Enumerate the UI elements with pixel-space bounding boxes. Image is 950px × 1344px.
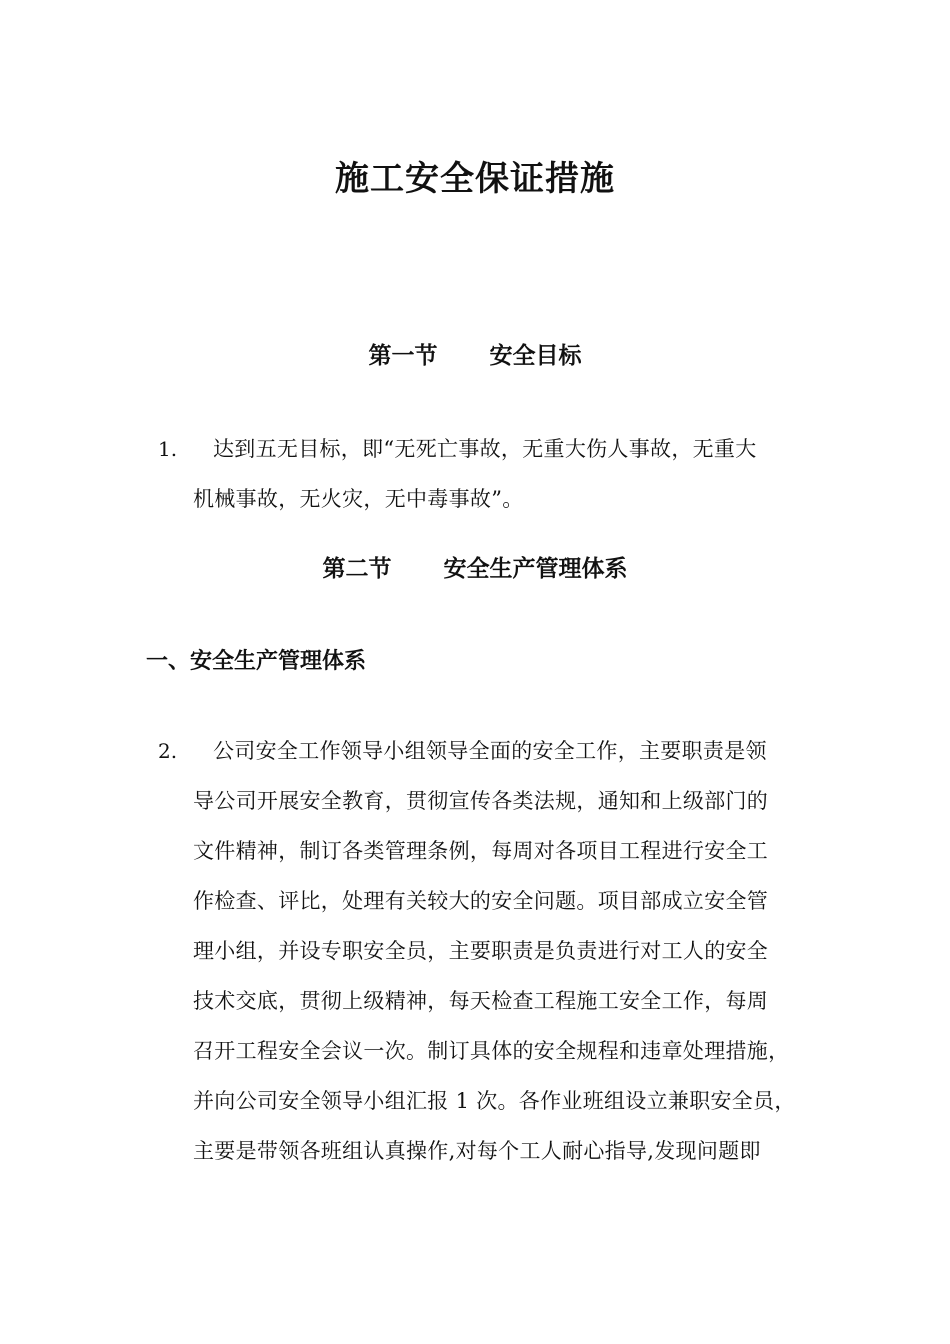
document-title: 施工安全保证措施 <box>335 159 615 199</box>
section-title: 安全目标 <box>489 342 582 369</box>
text-line: 达到五无目标，即“无死亡事故，无重大伤人事故，无重大 <box>213 437 757 461</box>
text-line: 导公司开展安全教育，贯彻宣传各类法规，通知和上级部门的 <box>193 789 769 813</box>
text-line: 文件精神，制订各类管理条例，每周对各项目工程进行安全工 <box>193 839 769 863</box>
section-heading-1 <box>0 339 950 373</box>
text-line: 机械事故，无火灾，无中毒事故”。 <box>193 487 524 511</box>
section-title: 安全生产管理体系 <box>443 555 628 582</box>
item-number: 2. <box>158 739 178 763</box>
section-number: 第一节 <box>368 342 438 369</box>
item-text <box>193 726 821 1176</box>
text-line: 作检查、评比，处理有关较大的安全问题。项目部成立安全管 <box>193 889 769 913</box>
text-line: 召开工程安全会议一次。制订具体的安全规程和违章处理措施， <box>193 1039 790 1063</box>
item-number: 1. <box>158 437 178 461</box>
text-line: 主要是带领各班组认真操作,对每个工人耐心指导,发现问题即 <box>193 1139 761 1163</box>
text-line: 并向公司安全领导小组汇报 1 次。各作业班组设立兼职安全员， <box>193 1089 796 1113</box>
text-line: 技术交底，贯彻上级精神，每天检查工程施工安全工作，每周 <box>193 989 769 1013</box>
section-number: 第二节 <box>322 555 392 582</box>
text-line: 理小组，并设专职安全员，主要职责是负责进行对工人的安全 <box>193 939 769 963</box>
section-heading-2 <box>0 552 950 586</box>
item-text <box>193 424 821 524</box>
subsection-heading: 一、安全生产管理体系 <box>146 648 367 674</box>
text-line: 公司安全工作领导小组领导全面的安全工作，主要职责是领 <box>213 739 767 763</box>
